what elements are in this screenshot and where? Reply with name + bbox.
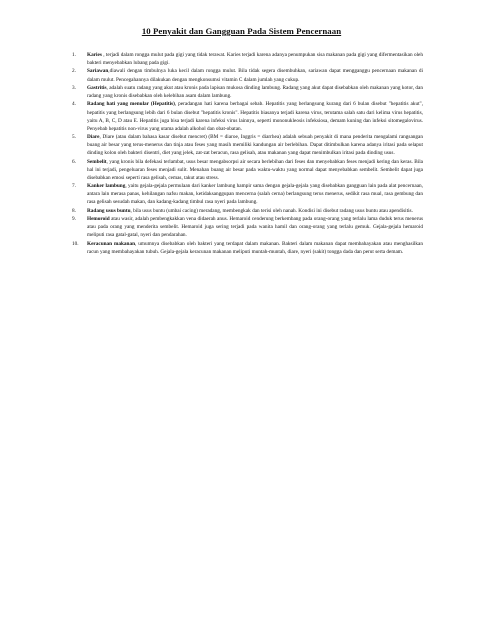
item-term: Hemoroid [87, 216, 110, 223]
item-description: , yaitu gejala-gejala permulaan dari kanker lambung hampir sama dengan gejala-gejala yang disebabkan gangguan lain pada alat pencernaan, antara lain merasa panas, kehilangan nafsu makan, ketidaksanggupan mencerna (salah cerna) berlangsung terus menerus, sedikit rasa mual, rasa gembung dan rasa gelisah sesudah makan, dan kadang-kadang timbul rasa nyeri pada lambung. [87, 183, 423, 206]
item-description: , terjadi dalam rongga mulut pada gigi yang tidak terawat. Karies terjadi karena adanya penumpukan sisa makanan pada gigi yang difermentasikan oleh bakteri menyebabkan lubang pada gigi. [87, 52, 423, 67]
item-description: , adalah suatu radang yang akut atau kronis pada lapisan mukosa dinding lambung. Radang yang akut dapat disebabkan oleh makanan yang kotor, dan radang yang kronis disebabkan oleh kelebihan asam dalam lambung. [87, 84, 423, 100]
item-term: Sembelit [87, 158, 107, 165]
list-item [60, 133, 423, 157]
list-item [60, 182, 423, 206]
list-item [60, 215, 423, 239]
item-description: atau wasir, adalah pembengkakkan vena didaerah anus. Hemaroid cenderung berkembang pada orang-orang yang terlalu lama duduk terus menerus atau pada orang yang menderita sembelit. Hemaroid juga sering terjadi pada wanita hamil dan orang-orang yang terlalu gemuk. Gejala-gejala hemaroid meliputi rasa gatal-gatal, nyeri dan pendarahan. [87, 216, 423, 239]
item-term: Radang usus buntu [87, 207, 131, 214]
item-term: Radang hati yang menular (Hepatitis) [87, 101, 175, 108]
item-number: 4. [72, 101, 76, 108]
item-description: , Diare (atau dalam bahasa kasar disebut mencret) (BM = diaroe, Inggris = diarrhea) adalah sebuah penyakit di mana penderita mengalami rangsangan buang air besar yang terus-menerus dan tinja atau feses yang masih memiliki kandungan air berlebihan. Dapat ditimbulkan karena adanya iritasi pada selaput dinding kolon oleh bakteri disentri, diet yang jelek, zat-zat beracun, rasa gelisah, atau makanan yang dapat menimbulkan iritasi pada dinding usus. [87, 134, 423, 157]
item-description: ,diawali dengan timbulnya luka kecil dalam rongga mulut. Bila tidak segera disembuhkan, sariawan dapat mengganggu pencernaan makanan di dalam mulut. Pencegahannya dilakukan dengan mengkonsumsi vitamin C dalam jumlah yang cukup. [87, 68, 423, 83]
item-description: , umumnya disebabkan oleh bakteri yang terdapat dalam makanan. Bakteri dalam makanan dapat membahayakan atau menghasilkan racun yang membahayakan tubuh. Gejala-gejala keracunan makanan meliputi muntah-muntah, diare, nyeri (sakit) tongga dada dan perut serta demam. [87, 240, 423, 255]
item-number: 6. [72, 158, 76, 165]
item-number: 9. [72, 216, 76, 223]
item-term: Kanker lambung [87, 183, 126, 190]
item-number: 10. [72, 240, 79, 247]
document-title: 10 Penyakit dan Gangguan Pada Sistem Pencernaan [141, 26, 342, 36]
item-number: 8. [72, 207, 76, 214]
item-number: 3. [72, 84, 76, 91]
item-number: 2. [72, 68, 76, 75]
item-description: , bila usus buntu (umbai cacing) meradang, membengkak dan terisi oleh nanah. Kondisi ini disebut radang usus buntu atau apendisitis. [130, 207, 413, 214]
item-description: , yang kronis bila defekasi terlambat, usus besar mengabsorpsi air secara berlebihan dari feses dan menyebabkan feses menjadi kering dan keras. Bila hal ini terjadi, pengeluaran feses menjadi sulit. Menahan buang air besar pada waktu-waktu yang normal dapat menyebabkan sembelit. Sembelit dapat juga disebabkan emosi seperti rasa gelisah, cemas, takut atau stress. [87, 158, 423, 181]
item-number: 7. [72, 183, 76, 190]
list-item [60, 67, 423, 83]
item-number: 1. [72, 52, 76, 58]
list-item [60, 84, 423, 100]
item-term: Gastritis [87, 84, 107, 91]
list-item [60, 207, 423, 215]
list-item [60, 51, 423, 67]
item-number: 5. [72, 134, 76, 141]
list-item [60, 240, 423, 256]
item-term: Diare [87, 134, 100, 141]
item-term: Sariawan [87, 68, 109, 75]
list-item [60, 158, 423, 182]
item-term: Keracunan makanan [87, 240, 136, 247]
item-term: Karies [87, 52, 102, 58]
disease-list [60, 51, 423, 256]
item-description: , peradangan hati karena berbagai sebab. Hepatitis yang berlangsung kurang dari 6 bulan disebut "hepatitis akut", hepatitis yang berlangsung lebih dari 6 bulan disebut "hepatitis kronis". Hepatitis biasanya terjadi karena virus, terutama salah satu dari kelima virus hepatitis, yaitu A, B, C, D atau E. Hepatitis juga bisa terjadi karena infeksi virus lainnya, seperti mononukleosis infeksiosa, demam kuning dan infeksi sitomegalovirus. Penyebab hepatitis non-virus yang utama adalah alkohol dan obat-obatan. [87, 101, 424, 132]
list-item [60, 100, 423, 132]
